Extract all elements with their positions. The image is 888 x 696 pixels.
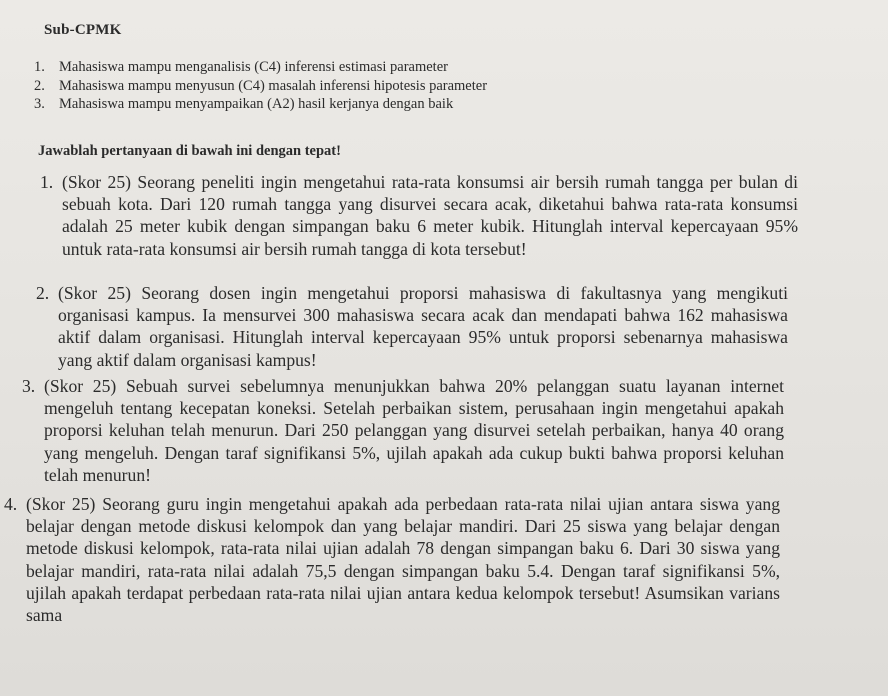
cpmk-number: 1. <box>34 59 45 75</box>
cpmk-number: 2. <box>34 77 45 94</box>
cpmk-item <box>34 95 634 114</box>
cpmk-list <box>34 58 634 114</box>
question-text: (Skor 25) Sebuah survei sebelumnya menunjukkan bahwa 20% pelanggan suatu layanan internet mengeluh tentang kecepatan koneksi. Setelah perbaikan sistem, perusahaan ingin mengetahui apakah proporsi keluhan telah menurun. Dari 250 pelanggan yang disurvei setelah perbaikan, hanya 40 orang yang mengeluh. Dengan taraf signifikansi 5%, ujilah apakah ada cukup bukti bahwa proporsi keluhan telah menurun! <box>44 376 784 485</box>
question-text: (Skor 25) Seorang dosen ingin mengetahui proporsi mahasiswa di fakultasnya yang mengikuti organisasi kampus. Ia mensurvei 300 mahasiswa secara acak dan mendapati bahwa 162 mahasiswa aktif dalam organisasi. Hitunglah interval kepercayaan 95% untuk proporsi sebenarnya mahasiswa yang aktif dalam organisasi kampus! <box>58 283 788 370</box>
cpmk-text: Mahasiswa mampu menyampaikan (A2) hasil kerjanya dengan baik <box>59 96 454 112</box>
question-number: 3. <box>22 376 36 396</box>
question-number: 1. <box>40 172 54 192</box>
question-text: (Skor 25) Seorang guru ingin mengetahui apakah ada perbedaan rata-rata nilai ujian antara siswa yang belajar dengan metode diskusi kelompok dan yang belajar mandiri. Dari 25 siswa yang belajar dengan metode diskusi kelompok, rata-rata nilai ujian adalah 78 dengan simpangan baku 6. Dari 30 siswa yang belajar mandiri, rata-rata nilai adalah 75,5 dengan simpangan baku 5.4. Dengan taraf signifikansi 5%, ujilah apakah terdapat perbedaan rata-rata nilai ujian antara kedua kelompok tersebut! Asumsikan varians sama <box>26 494 780 626</box>
cpmk-text: Mahasiswa mampu menyusun (C4) masalah inferensi hipotesis parameter <box>59 77 488 94</box>
cpmk-number: 3. <box>34 96 45 112</box>
cpmk-item <box>34 58 634 77</box>
section-title: Sub-CPMK <box>44 22 122 38</box>
question-number: 4. <box>4 494 18 514</box>
cpmk-text: Mahasiswa mampu menganalisis (C4) inferensi estimasi parameter <box>59 59 448 75</box>
question-text: (Skor 25) Seorang peneliti ingin mengetahui rata-rata konsumsi air bersih rumah tangga per bulan di sebuah kota. Dari 120 rumah tangga yang disurvei secara acak, diketahui bahwa rata-rata konsumsi adalah 25 meter kubik dengan simpangan baku 6 meter kubik. Hitunglah interval kepercayaan 95% untuk rata-rata konsumsi air bersih rumah tangga di kota tersebut! <box>62 172 798 259</box>
cpmk-item <box>34 77 634 96</box>
question-number: 2. <box>36 283 50 303</box>
instruction-text: Jawablah pertanyaan di bawah ini dengan tepat! <box>38 143 341 159</box>
